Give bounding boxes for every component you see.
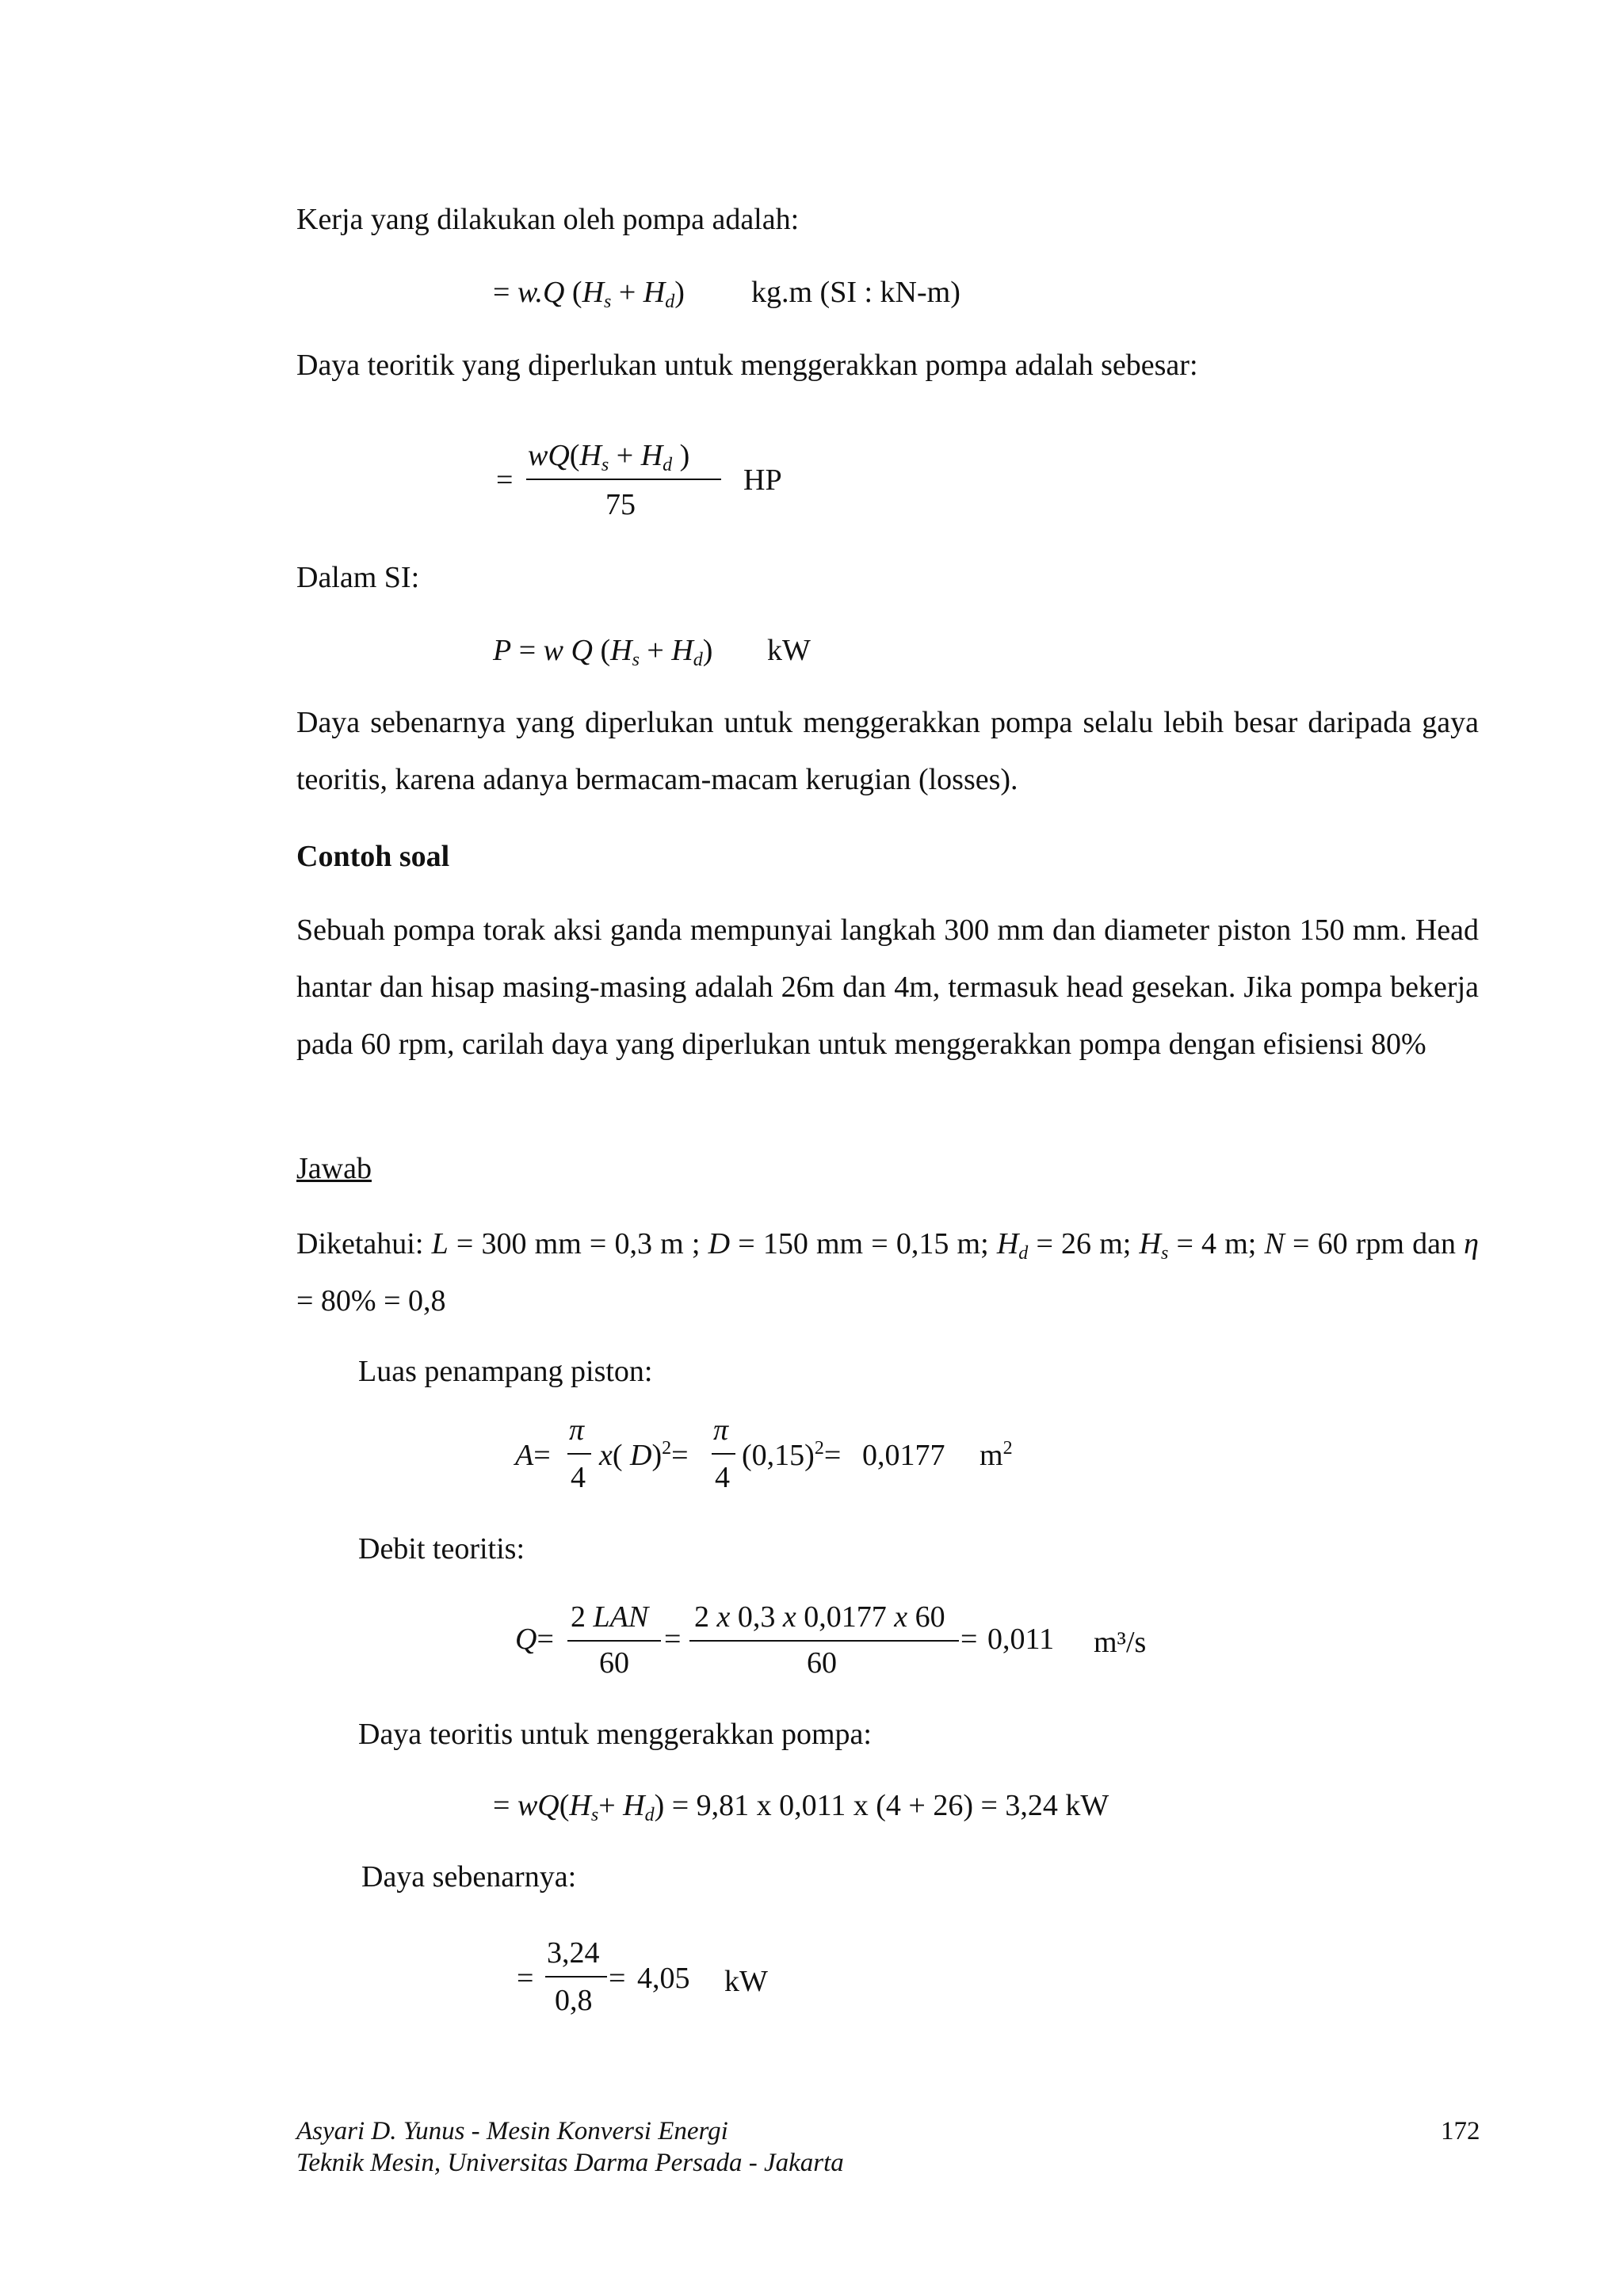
flow-numerator-2: 2 x 0,3 x 0,0177 x 60 <box>694 1600 945 1634</box>
si-equation: P = w Q $(H_s + H_d)$ <box>493 634 713 670</box>
power-unit: HP <box>743 463 782 497</box>
flow-eq-2: = <box>664 1623 682 1656</box>
example-heading: Contoh soal <box>296 840 450 873</box>
si-label: Dalam SI: <box>296 561 420 594</box>
real-fraction-bar <box>545 1976 607 1978</box>
actual-power-paragraph: Daya sebenarnya yang diperlukan untuk menggerakkan pompa selalu lebih besar daripada gaya teoritis, karena adanya bermacam-macam kerugian (losses). <box>296 706 1479 796</box>
flow-lhs: Q= <box>515 1623 554 1656</box>
power-numerator: $wQ(H_s + H_d$ ) <box>528 439 690 475</box>
theory-power-label: Daya teoritis untuk menggerakkan pompa: <box>358 1718 872 1751</box>
flow-bar-2 <box>689 1640 959 1642</box>
flow-denominator-2: 60 <box>807 1646 837 1680</box>
theory-power-calc: = 9,81 x 0,011 x (4 + 26) = 3,24 kW <box>671 1789 1109 1822</box>
work-unit: kg.m (SI : kN-m) <box>751 276 960 309</box>
intro-work-text: Kerja yang dilakukan oleh pompa adalah: <box>296 203 800 236</box>
theory-power-equation: = $wQ(H_s+ H_d) = 9,81$ x 0,011 x (4 + 26) = 3,24 kW <box>493 1789 1109 1825</box>
footer-author: Asyari D. Yunus - Mesin Konversi Energi <box>296 2117 728 2145</box>
answer-heading: Jawab <box>296 1152 372 1185</box>
area-unit: $m^2$ <box>980 1438 1013 1472</box>
pi-bar-1 <box>567 1453 591 1455</box>
power-equals: = <box>496 463 514 497</box>
given-paragraph: Diketahui: L = 300 mm = 0,3 m ; D = 150 mm = 0,15 m; $H_d = 26$ m; $H_s = 4$ m; N = 60 rpm dan η = 80% = 0,8 <box>296 1227 1480 1318</box>
intro-power-text: Daya teoritik yang diperlukan untuk menggerakkan pompa adalah sebesar: <box>296 349 1198 382</box>
area-formula-lhs: A= <box>515 1439 551 1472</box>
flow-denominator-1: 60 <box>599 1646 629 1680</box>
flow-numerator-1: 2 LAN <box>571 1600 649 1634</box>
flow-eq-3: = <box>960 1623 978 1656</box>
area-label: Luas penampang piston: <box>358 1355 653 1388</box>
si-unit: kW <box>767 634 811 667</box>
work-equation: = w.Q $(H_s + H_d)$ <box>493 276 685 312</box>
pi-denominator-2: 4 <box>715 1461 730 1494</box>
real-result: 4,05 <box>637 1962 690 1995</box>
problem-paragraph: Sebuah pompa torak aksi ganda mempunyai langkah 300 mm dan diameter piston 150 mm. Head hantar dan hisap masing-masing adalah 26m dan 4m, termasuk head gesekan. Jika pompa bekerja pada 60 rpm, carilah daya yang diperlukan untuk menggerakkan pompa dengan efisiensi 80% <box>296 913 1479 1061</box>
real-denominator: 0,8 <box>555 1984 593 2017</box>
pi-numerator-1: π <box>569 1413 585 1447</box>
pi-denominator-1: 4 <box>571 1461 586 1494</box>
flow-bar-1 <box>567 1640 661 1642</box>
flow-label: Debit teoritis: <box>358 1532 525 1566</box>
area-result: 0,0177 <box>862 1439 945 1472</box>
flow-result: 0,011 <box>987 1623 1055 1656</box>
power-denominator: 75 <box>605 488 636 521</box>
flow-unit: m³/s <box>1094 1626 1147 1659</box>
pi-bar-2 <box>712 1453 735 1455</box>
real-unit: kW <box>724 1965 768 1998</box>
area-formula-rhs: $(0,15)^2=$ <box>742 1438 842 1472</box>
real-numerator: 3,24 <box>547 1936 600 1970</box>
pi-numerator-2: π <box>713 1413 729 1447</box>
footer-institution: Teknik Mesin, Universitas Darma Persada - Jakarta <box>296 2149 844 2177</box>
real-power-label: Daya sebenarnya: <box>361 1860 577 1894</box>
real-eq-2: = <box>609 1962 626 1995</box>
power-fraction-bar <box>526 479 721 480</box>
real-eq-1: = <box>517 1962 534 1995</box>
page-number: 172 <box>1441 2117 1480 2145</box>
area-formula-mid: x( D)$^2$= <box>599 1438 689 1472</box>
